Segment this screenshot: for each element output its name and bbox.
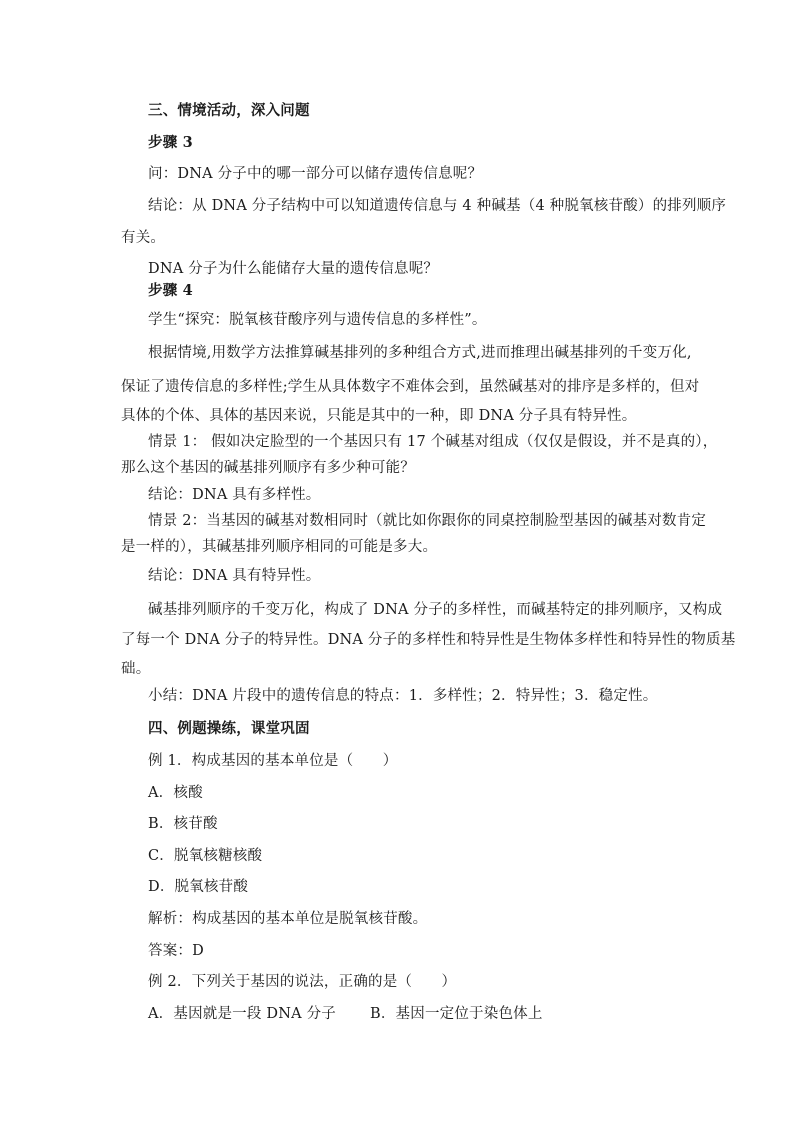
paragraph-2-line-2: 了每一个 DNA 分子的特异性。DNA 分子的多样性和特异性是生物体多样性和特异性的物质基 [121, 632, 736, 648]
example-1-answer: 答案：D [148, 943, 204, 959]
summary: 小结：DNA 片段中的遗传信息的特点：1．多样性；2．特异性；3．稳定性。 [148, 688, 658, 704]
question-2: DNA 分子为什么能储存大量的遗传信息呢？ [148, 261, 439, 277]
conclusion-1-line-1: 结论：从 DNA 分子结构中可以知道遗传信息与 4 种碱基（4 种脱氧核苷酸）的排列顺序 [148, 198, 727, 214]
paragraph-1-line-2: 保证了遗传信息的多样性;学生从具体数字不难体会到，虽然碱基对的排序是多样的，但对 [121, 379, 700, 395]
example-1-analysis: 解析：构成基因的基本单位是脱氧核苷酸。 [148, 911, 428, 927]
scenario-1-line-2: 那么这个基因的碱基排列顺序有多少种可能？ [121, 460, 415, 476]
example-1-option-d: D．脱氧核苷酸 [148, 879, 249, 895]
example-2-question: 例 2．下列关于基因的说法，正确的是（ ） [148, 974, 457, 990]
step-4-label: 步骤 4 [148, 282, 193, 299]
paragraph-2-line-1: 碱基排列顺序的千变万化，构成了 DNA 分子的多样性，而碱基特定的排列顺序，又构成 [148, 602, 723, 618]
question-1: 问：DNA 分子中的哪一部分可以储存遗传信息呢？ [148, 166, 483, 182]
scenario-1-line-1: 情景 1： 假如决定脸型的一个基因只有 17 个碱基对组成（仅仅是假设，并不是真的）， [148, 434, 718, 450]
step-3-label: 步骤 3 [148, 134, 193, 151]
paragraph-2-line-3: 础。 [121, 661, 151, 677]
section-heading-3: 三、情境活动，深入问题 [148, 102, 310, 119]
example-1-question: 例 1．构成基因的基本单位是（ ） [148, 753, 398, 769]
section-heading-4: 四、例题操练，课堂巩固 [148, 720, 310, 737]
conclusion-3: 结论：DNA 具有特异性。 [148, 568, 321, 584]
conclusion-2: 结论：DNA 具有多样性。 [148, 487, 321, 503]
scenario-2-line-2: 是一样的），其碱基排列顺序相同的可能是多大。 [121, 539, 438, 555]
example-2-option-a: A．基因就是一段 DNA 分子 [148, 1006, 336, 1022]
paragraph-1-line-3: 具体的个体、具体的基因来说，只能是其中的一种，即 DNA 分子具有特异性。 [121, 408, 637, 424]
example-2-option-b: B．基因一定位于染色体上 [370, 1006, 543, 1022]
scenario-2-line-1: 情景 2：当基因的碱基对数相同时（就比如你跟你的同桌控制脸型基因的碱基对数肯定 [148, 513, 707, 529]
paragraph-1-line-1: 根据情境,用数学方法推算碱基排列的多种组合方式,进而推理出碱基排列的千变万化, [148, 345, 692, 361]
conclusion-1-line-2: 有关。 [121, 230, 166, 246]
student-activity: 学生“探究：脱氧核苷酸序列与遗传信息的多样性”。 [148, 312, 487, 328]
example-1-option-c: C．脱氧核糖核酸 [148, 848, 263, 864]
example-1-option-b: B．核苷酸 [148, 816, 218, 832]
example-1-option-a: A．核酸 [148, 785, 203, 801]
